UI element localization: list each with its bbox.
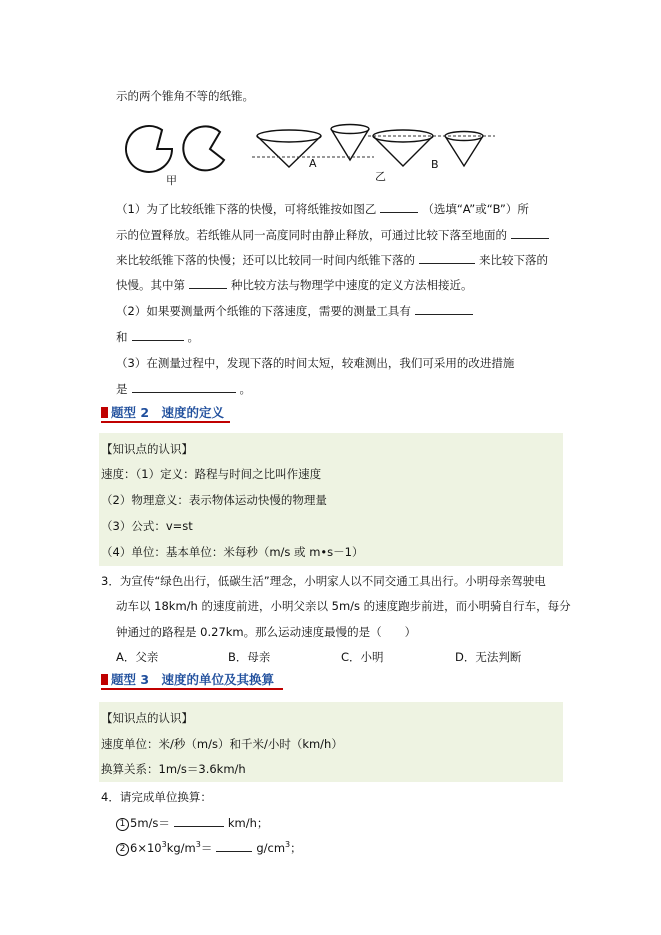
q2-text: 种比较方法与物理学中速度的定义方法相接近。 — [231, 278, 473, 292]
q4-title: 4．请完成单位换算： — [101, 790, 212, 804]
heading-underline — [101, 421, 230, 423]
q2-text: （1）为了比较纸锥下落的快慢，可将纸锥按如图乙 — [116, 202, 377, 216]
q2-text: （选填“A”或“B”）所 — [422, 202, 529, 216]
q2-p1-line1 — [116, 200, 529, 217]
q2-p1-line3 — [116, 251, 548, 268]
q4-text: 6×10 — [130, 841, 162, 855]
q3-line3: 钟通过的路程是 0.27km。那么运动速度最慢的是（ ） — [116, 625, 417, 639]
knowledge-line: （3）公式：v=st — [101, 519, 193, 533]
q2-text: 。 — [239, 382, 251, 396]
answer-blank[interactable] — [189, 276, 227, 289]
q2-text: 示的位置释放。若纸锥从同一高度同时由静止释放，可通过比较下落至地面的 — [116, 228, 507, 242]
answer-blank[interactable] — [511, 226, 549, 239]
q2-text: 来比较纸锥下落的快慢；还可以比较同一时间内纸锥下落的 — [116, 253, 415, 267]
section-2-title: 题型 2 速度的定义 — [111, 405, 225, 420]
q2-text: 是 — [116, 382, 128, 396]
q4-text: ＝ — [200, 841, 213, 855]
superscript: 3 — [285, 840, 291, 850]
cone-1-rim — [257, 130, 321, 142]
answer-blank[interactable] — [132, 328, 184, 341]
section-3-title: 题型 3 速度的单位及其换算 — [111, 672, 275, 687]
answer-blank[interactable] — [216, 839, 252, 852]
label-jia: 甲 — [166, 174, 177, 187]
answer-blank[interactable] — [419, 251, 475, 264]
q4-item1 — [116, 814, 268, 831]
option-a[interactable]: A．父亲 — [116, 650, 159, 664]
q4-text: g/cm — [256, 841, 286, 855]
knowledge-line: （2）物理意义：表示物体运动快慢的物理量 — [101, 493, 327, 507]
answer-blank[interactable] — [380, 200, 418, 213]
option-c[interactable]: C．小明 — [341, 650, 384, 664]
cone-2-rim — [331, 125, 369, 134]
option-b[interactable]: B．母亲 — [228, 650, 271, 664]
q2-text: （2）如果要测量两个纸锥的下落速度，需要的测量工具有 — [116, 304, 411, 318]
q2-p1-line2 — [116, 226, 553, 243]
q2-p2-line2 — [116, 328, 199, 345]
q4-text: kg/m — [166, 841, 196, 855]
q3-line1: 3．为宣传“绿色出行，低碳生活”理念，小明家人以不同交通工具出行。小明母亲驾驶电 — [101, 574, 546, 588]
heading-marker — [101, 407, 108, 418]
q2-p3-line1: （3）在测量过程中，发现下落的时间太短，较难测出，我们可采用的改进措施 — [116, 356, 515, 370]
knowledge-title: 【知识点的认识】 — [101, 711, 193, 725]
knowledge-line: 速度：（1）定义：路程与时间之比叫作速度 — [101, 467, 322, 481]
superscript: 3 — [161, 840, 167, 850]
heading-underline — [101, 688, 283, 690]
q4-text: 5m/s＝ — [130, 816, 170, 830]
cut-circle-right — [183, 126, 224, 170]
cut-circle-left — [126, 126, 172, 172]
paper-cone-figure — [112, 114, 497, 189]
q2-p3-line2 — [116, 380, 251, 397]
q4-text: km/h； — [227, 816, 269, 830]
label-b: B — [431, 158, 439, 171]
q2-p2-line1 — [116, 302, 477, 319]
q2-text: 和 — [116, 330, 128, 344]
heading-marker — [101, 674, 108, 685]
knowledge-line: （4）单位：基本单位：米每秒（m/s 或 m•s－1） — [101, 545, 364, 559]
answer-blank[interactable] — [415, 302, 473, 315]
option-d[interactable]: D．无法判断 — [455, 650, 522, 664]
q2-text: 快慢。其中第 — [116, 278, 185, 292]
knowledge-line: 速度单位：米/秒（m/s）和千米/小时（km/h） — [101, 737, 343, 751]
intro-text: 示的两个锥角不等的纸锥。 — [116, 89, 254, 103]
q4-text: ； — [290, 841, 302, 855]
q2-text: 来比较下落的 — [479, 253, 548, 267]
answer-blank[interactable] — [174, 814, 224, 827]
q2-text: 。 — [187, 330, 199, 344]
knowledge-line: 换算关系：1m/s＝3.6km/h — [101, 762, 246, 776]
circled-number: 2 — [116, 843, 129, 856]
circled-number: 1 — [116, 818, 129, 831]
q4-item2 — [116, 839, 302, 856]
q3-line2: 动车以 18km/h 的速度前进，小明父亲以 5m/s 的速度跑步前进，而小明骑自行车，每分 — [116, 599, 571, 613]
label-a: A — [309, 157, 317, 170]
label-yi: 乙 — [375, 170, 386, 183]
answer-blank[interactable] — [132, 380, 236, 393]
superscript: 3 — [195, 840, 201, 850]
q2-p1-line4 — [116, 276, 473, 293]
knowledge-title: 【知识点的认识】 — [101, 442, 193, 456]
